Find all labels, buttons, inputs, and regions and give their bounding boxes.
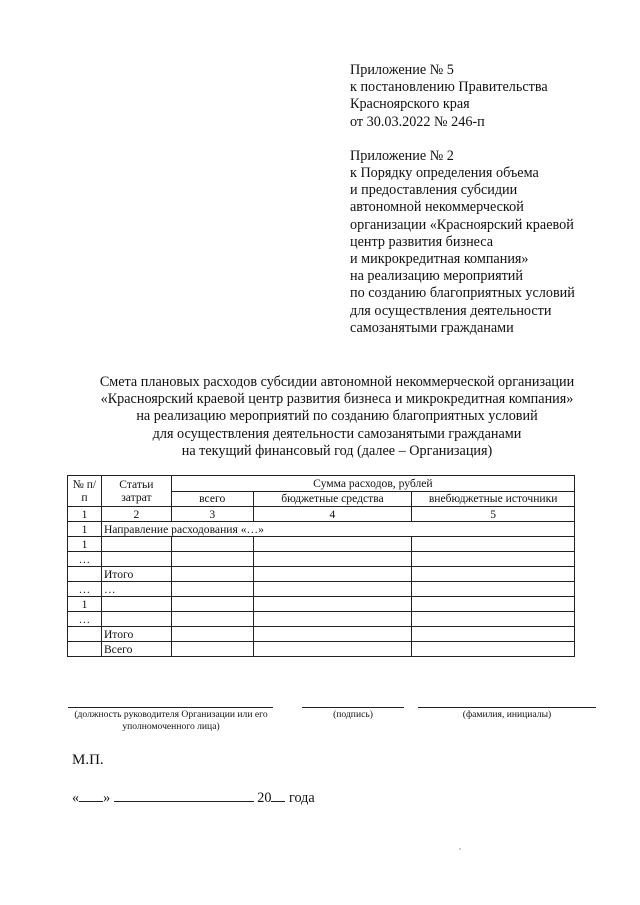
column-number: 1 xyxy=(68,507,102,522)
table-cell xyxy=(412,642,575,657)
appendix-5-line: к постановлению Правительства xyxy=(350,79,548,96)
appendix-2-line: Приложение № 2 xyxy=(350,147,454,164)
stamp-place-label: М.П. xyxy=(72,752,104,768)
table-row xyxy=(68,567,575,582)
table-row xyxy=(68,627,575,642)
row-number: … xyxy=(68,612,102,627)
table-cell xyxy=(101,612,171,627)
header-extrabudget: внебюджетные источники xyxy=(412,491,575,507)
year-prefix: 20 xyxy=(257,790,272,806)
name-caption: (фамилия, инициалы) xyxy=(462,709,552,720)
table-cell xyxy=(253,567,412,582)
title-line: Смета плановых расходов субсидии автономной некоммерческой организации xyxy=(99,374,575,390)
table-cell xyxy=(412,597,575,612)
column-number: 2 xyxy=(101,507,171,522)
table-cell xyxy=(171,552,253,567)
table-cell xyxy=(171,627,253,642)
table-cell xyxy=(253,627,412,642)
appendix-2-line: для осуществления деятельности xyxy=(350,302,552,319)
expense-table xyxy=(67,475,575,657)
appendix-5-block xyxy=(350,62,575,337)
appendix-2-line: к Порядку определения объема xyxy=(350,165,539,182)
appendix-2-line: на реализацию мероприятий xyxy=(350,268,523,285)
appendix-5-line: от 30.03.2022 № 246-п xyxy=(350,113,485,130)
table-cell xyxy=(412,537,575,552)
table-cell xyxy=(253,552,412,567)
header-num: № п/п xyxy=(68,476,102,507)
title-line: для осуществления деятельности самозанятыми гражданами xyxy=(152,425,522,442)
appendix-5-line: Красноярского края xyxy=(350,96,470,113)
table-row xyxy=(68,612,575,627)
table-cell xyxy=(68,567,102,582)
table-cell xyxy=(101,552,171,567)
row-total-label: Всего xyxy=(101,642,171,657)
row-subtotal-label: Итого xyxy=(101,627,171,642)
table-cell xyxy=(171,597,253,612)
table-cell xyxy=(68,627,102,642)
table-cell xyxy=(171,582,253,597)
row-direction: Направление расходования «…» xyxy=(101,522,574,537)
table-cell xyxy=(412,582,575,597)
row-number: 1 xyxy=(68,537,102,552)
signature-line xyxy=(302,707,404,708)
appendix-2-line: центр развития бизнеса xyxy=(350,233,494,250)
table-row xyxy=(68,537,575,552)
date-line xyxy=(72,788,315,807)
table-cell xyxy=(171,567,253,582)
table-header-row xyxy=(68,476,575,492)
appendix-2-line: самозанятыми гражданами xyxy=(350,319,514,336)
table-cell xyxy=(253,597,412,612)
row-number: 1 xyxy=(68,522,102,537)
signature-caption: (подпись) xyxy=(333,709,373,720)
position-signature-line xyxy=(68,707,273,708)
row-number: … xyxy=(68,582,102,597)
table-row xyxy=(68,582,575,597)
table-cell xyxy=(101,597,171,612)
column-number: 4 xyxy=(253,507,412,522)
date-open-quote: « xyxy=(72,790,80,806)
row-number: 1 xyxy=(68,597,102,612)
spacer xyxy=(350,131,575,148)
day-blank xyxy=(79,788,103,802)
table-row xyxy=(68,642,575,657)
table-cell xyxy=(171,642,253,657)
position-caption: (должность руководителя Организации или его уполномоченного лица) xyxy=(74,709,268,732)
table-cell xyxy=(253,582,412,597)
year-blank xyxy=(271,788,285,802)
table-cell xyxy=(171,537,253,552)
column-number: 5 xyxy=(412,507,575,522)
row-number: … xyxy=(68,552,102,567)
date-close-quote: » xyxy=(103,790,111,806)
table-cell xyxy=(412,567,575,582)
title-line: «Красноярский краевой центр развития бизнеса и микрокредитная компания» xyxy=(100,391,574,408)
header-total: всего xyxy=(171,491,253,507)
month-blank xyxy=(114,788,254,802)
table-cell xyxy=(412,552,575,567)
title-line: на реализацию мероприятий по созданию благоприятных условий xyxy=(136,408,538,425)
name-signature-line xyxy=(418,707,596,708)
table-row xyxy=(68,522,575,537)
title-line: на текущий финансовый год (далее – Организация) xyxy=(181,442,493,459)
table-cell xyxy=(253,642,412,657)
header-budget: бюджетные средства xyxy=(253,491,412,507)
appendix-2-line: автономной некоммерческой xyxy=(350,199,524,216)
table-cell xyxy=(68,642,102,657)
scan-speck xyxy=(459,848,461,850)
table-row xyxy=(68,507,575,522)
table-row xyxy=(68,597,575,612)
table-cell xyxy=(253,612,412,627)
column-number: 3 xyxy=(171,507,253,522)
appendix-2-line: организации «Красноярский краевой xyxy=(350,216,574,233)
header-items: Статьи затрат xyxy=(101,476,171,507)
appendix-2-line: и микрокредитная компания» xyxy=(350,251,529,268)
row-ellipsis: … xyxy=(101,582,171,597)
table-cell xyxy=(253,537,412,552)
appendix-2-line: по созданию благоприятных условий xyxy=(350,285,575,302)
table-cell xyxy=(412,612,575,627)
appendix-5-line: Приложение № 5 xyxy=(350,62,454,78)
header-sum: Сумма расходов, рублей xyxy=(171,476,574,492)
table-row xyxy=(68,552,575,567)
table-cell xyxy=(171,612,253,627)
document-title xyxy=(40,374,634,460)
table-cell xyxy=(412,627,575,642)
appendix-2-line: и предоставления субсидии xyxy=(350,182,518,199)
row-subtotal-label: Итого xyxy=(101,567,171,582)
table-cell xyxy=(101,537,171,552)
year-suffix: года xyxy=(289,790,315,806)
